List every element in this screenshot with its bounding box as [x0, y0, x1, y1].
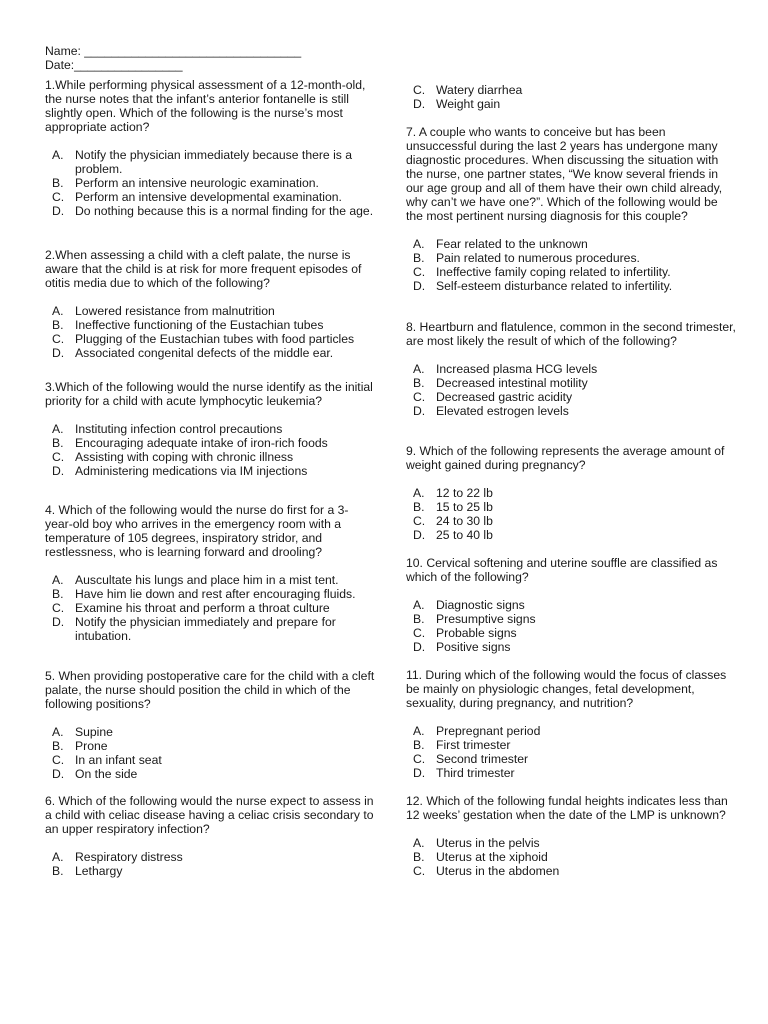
question-2-options — [45, 304, 375, 360]
question-12-stem: 12. Which of the following fundal heights indicates less than 12 weeks’ gestation when the date of the LMP is unknown? — [406, 794, 728, 822]
option: C. Perform an intensive developmental examination. — [52, 190, 342, 204]
option: B. Perform an intensive neurologic examination. — [52, 176, 319, 190]
option: B. Decreased intestinal motility — [413, 376, 588, 390]
question-9-options — [406, 486, 736, 542]
option: A. Supine — [52, 725, 113, 739]
question-10 — [406, 556, 736, 654]
option: D. Weight gain — [413, 97, 501, 111]
option: C. In an infant seat — [52, 753, 162, 767]
question-8-stem: 8. Heartburn and flatulence, common in the second trimester, are most likely the result of which of the following? — [406, 320, 736, 348]
option: B. 15 to 25 lb — [413, 500, 493, 514]
question-7-options — [406, 237, 736, 293]
question-1 — [45, 78, 375, 218]
option: C. Watery diarrhea — [413, 83, 523, 97]
option: D. Positive signs — [413, 640, 511, 654]
option: A. 12 to 22 lb — [413, 486, 493, 500]
question-10-stem: 10. Cervical softening and uterine souffle are classified as which of the following? — [406, 556, 718, 584]
question-1-stem: 1.While performing physical assessment of a 12-month-old, the nurse notes that the infant’s anterior fontanelle is still slightly open. Which of the following is the nurse’s most appropriate action? — [45, 78, 366, 134]
option: D. Administering medications via IM injections — [52, 464, 308, 478]
question-4 — [45, 503, 375, 643]
option: D. Third trimester — [413, 766, 515, 780]
option: C. Second trimester — [413, 752, 529, 766]
left-column — [45, 44, 375, 878]
question-3-stem: 3.Which of the following would the nurse identify as the initial priority for a child with acute lymphocytic leukemia? — [45, 380, 373, 408]
option: A. Instituting infection control precautions — [52, 422, 283, 436]
question-8-options — [406, 362, 736, 418]
option: B. Lethargy — [52, 864, 123, 878]
question-6 — [45, 794, 375, 878]
question-5 — [45, 669, 375, 781]
option: C. Plugging of the Eustachian tubes with food particles — [52, 332, 355, 346]
question-11 — [406, 668, 736, 780]
question-2 — [45, 248, 375, 360]
option: A. Respiratory distress — [52, 850, 183, 864]
date-field: Date:________________ — [45, 58, 183, 72]
option: B. Ineffective functioning of the Eustachian tubes — [52, 318, 324, 332]
option: B. Encouraging adequate intake of iron-rich foods — [52, 436, 328, 450]
option: C. Assisting with coping with chronic illness — [52, 450, 294, 464]
option: B. Have him lie down and rest after encouraging fluids. — [52, 587, 356, 601]
question-11-stem: 11. During which of the following would the focus of classes be mainly on physiologic changes, fetal development, sexuality, during pregnancy, and nutrition? — [406, 668, 727, 710]
option: C. Decreased gastric acidity — [413, 390, 573, 404]
question-9-stem: 9. Which of the following represents the average amount of weight gained during pregnancy? — [406, 444, 725, 472]
question-1-options — [45, 148, 375, 218]
option: C. Examine his throat and perform a throat culture — [52, 601, 330, 615]
question-6-options-part-1 — [45, 850, 375, 878]
option: A. Uterus in the pelvis — [413, 836, 540, 850]
question-2-stem: 2.When assessing a child with a cleft palate, the nurse is aware that the child is at risk for more frequent episodes of otitis media due to which of the following? — [45, 248, 362, 290]
option: D. Do nothing because this is a normal finding for the age. — [52, 204, 374, 218]
question-7 — [406, 125, 736, 293]
option: C. Ineffective family coping related to infertility. — [413, 265, 671, 279]
question-6-options-part-2 — [406, 83, 736, 111]
option: A. Lowered resistance from malnutrition — [52, 304, 275, 318]
question-3-options — [45, 422, 375, 478]
question-3 — [45, 380, 375, 478]
option: D. Associated congenital defects of the middle ear. — [52, 346, 334, 360]
option: A. Fear related to the unknown — [413, 237, 588, 251]
question-12 — [406, 794, 736, 878]
question-11-options — [406, 724, 736, 780]
question-4-options — [45, 573, 375, 643]
option: B. Pain related to numerous procedures. — [413, 251, 640, 265]
option: C. Uterus in the abdomen — [413, 864, 560, 878]
option: B. Presumptive signs — [413, 612, 536, 626]
option: C. 24 to 30 lb — [413, 514, 493, 528]
option: D. Elevated estrogen levels — [413, 404, 569, 418]
option: D. 25 to 40 lb — [413, 528, 493, 542]
question-7-stem: 7. A couple who wants to conceive but has been unsuccessful during the last 2 years has undergone many diagnostic procedures. When discussing the situation with the nurse, one partner states, “We know several friends in our age group and all of them have their own child already, why can’t we have one?”. Which of the following would be the most pertinent nursing diagnosis for this couple? — [406, 125, 723, 223]
question-8 — [406, 320, 736, 418]
question-6-stem: 6. Which of the following would the nurse expect to assess in a child with celiac disease having a celiac crisis secondary to an upper respiratory infection? — [45, 794, 374, 836]
option: C. Probable signs — [413, 626, 517, 640]
option: A. Diagnostic signs — [413, 598, 525, 612]
name-field: Name: ________________________________ — [45, 44, 302, 58]
option: B. Uterus at the xiphoid — [413, 850, 548, 864]
question-9 — [406, 444, 736, 542]
question-4-stem: 4. Which of the following would the nurse do first for a 3-year-old boy who arrives in the emergency room with a temperature of 105 degrees, inspiratory stridor, and restlessness, who is learning forward and drooling? — [45, 503, 349, 559]
question-10-options — [406, 598, 736, 654]
right-column — [406, 83, 736, 878]
option: D. Self-esteem disturbance related to infertility. — [413, 279, 673, 293]
option: A. Prepregnant period — [413, 724, 541, 738]
option: D. On the side — [52, 767, 138, 781]
question-12-options — [406, 836, 736, 878]
question-5-options — [45, 725, 375, 781]
option: A. Auscultate his lungs and place him in a mist tent. — [52, 573, 339, 587]
option: D. Notify the physician immediately and prepare for intubation. — [52, 615, 336, 643]
question-5-stem: 5. When providing postoperative care for the child with a cleft palate, the nurse should position the child in which of the following positions? — [45, 669, 375, 711]
option: A. Increased plasma HCG levels — [413, 362, 598, 376]
option: B. First trimester — [413, 738, 511, 752]
option: B. Prone — [52, 739, 108, 753]
option: A. Notify the physician immediately because there is a problem. — [52, 148, 353, 176]
